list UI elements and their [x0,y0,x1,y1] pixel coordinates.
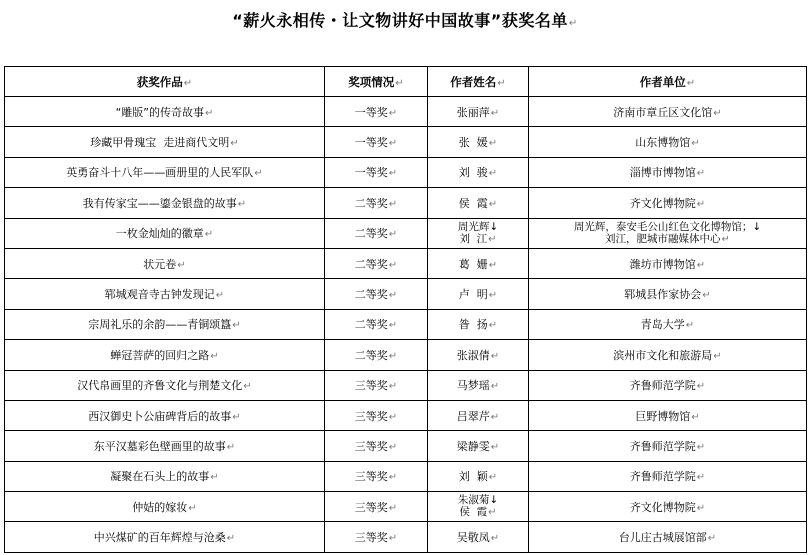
cell-award: 三等奖↵ [325,370,428,400]
cell-unit: 济南市章丘区文化馆↵ [529,97,807,127]
cell-work: 蝉冠菩萨的回归之路↵ [5,340,325,370]
cell-work: 汉代帛画里的齐鲁文化与荆楚文化↵ [5,370,325,400]
cell-award: 一等奖↵ [325,127,428,157]
table-row [5,461,807,491]
cell-work: 凝聚在石头上的故事↵ [5,461,325,491]
cell-author: 周光辉↓ 刘 江↵ [428,218,529,248]
paragraph-mark-icon: ↵ [568,18,578,29]
cell-unit: 齐鲁师范学院↵ [529,431,807,461]
cell-work: 郓城观音寺古钟发现记↵ [5,279,325,309]
award-table [4,66,807,553]
cell-author: 侯 霞↵ [428,188,529,218]
cell-unit: 滨州市文化和旅游局↵ [529,340,807,370]
table-row [5,340,807,370]
title-text: “薪火永相传・让文物讲好中国故事”获奖名单 [232,11,568,30]
cell-unit: 淄博市博物馆↵ [529,157,807,187]
cell-unit: 台儿庄古城展馆部↵ [529,522,807,552]
cell-award: 二等奖↵ [325,309,428,339]
cell-unit: 潍坊市博物馆↵ [529,248,807,278]
cell-work: 珍藏甲骨瑰宝 走进商代文明↵ [5,127,325,157]
cell-author: 刘 颖↵ [428,461,529,491]
header-author: 作者姓名↵ [428,67,529,97]
cell-work: 宗周礼乐的余韵——青铜颂簋↵ [5,309,325,339]
cell-award: 二等奖↵ [325,340,428,370]
table-row [5,431,807,461]
cell-award: 二等奖↵ [325,279,428,309]
cell-author: 卢 明↵ [428,279,529,309]
cell-award: 三等奖↵ [325,492,428,522]
header-unit: 作者单位↵ [529,67,807,97]
cell-author: 朱淑菊↓ 侯 霞↵ [428,492,529,522]
header-work: 获奖作品↵ [5,67,325,97]
cell-author: 昝 扬↵ [428,309,529,339]
cell-author: 刘 骏↵ [428,157,529,187]
table-row [5,97,807,127]
cell-unit: 齐鲁师范学院↵ [529,461,807,491]
cell-author: 张丽萍↵ [428,97,529,127]
cell-unit: 齐鲁师范学院↵ [529,370,807,400]
cell-unit: 山东博物馆↵ [529,127,807,157]
cell-unit: 齐文化博物院↵ [529,188,807,218]
table-row [5,522,807,552]
header-award: 奖项情况↵ [325,67,428,97]
cell-work: 仲姞的嫁妆↵ [5,492,325,522]
table-body [5,97,807,553]
table-header-row [5,67,807,97]
table-row [5,279,807,309]
cell-award: 一等奖↵ [325,157,428,187]
cell-work: 状元卷↵ [5,248,325,278]
table-row [5,309,807,339]
cell-author: 张 媛↵ [428,127,529,157]
cell-award: 一等奖↵ [325,97,428,127]
table-row [5,492,807,522]
cell-award: 二等奖↵ [325,188,428,218]
cell-unit: 郓城县作家协会↵ [529,279,807,309]
cell-unit: 青岛大学↵ [529,309,807,339]
cell-unit: 巨野博物馆↵ [529,400,807,430]
cell-award: 三等奖↵ [325,522,428,552]
cell-author: 吴敬凤↵ [428,522,529,552]
table-row [5,157,807,187]
cell-work: “雕版”的传奇故事↵ [5,97,325,127]
cell-unit: 周光辉，泰安毛公山红色文化博物馆；↓ 刘江，肥城市融媒体中心↵ [529,218,807,248]
cell-award: 三等奖↵ [325,431,428,461]
cell-award: 二等奖↵ [325,248,428,278]
cell-author: 张淑倩↵ [428,340,529,370]
table-row [5,248,807,278]
cell-work: 中兴煤矿的百年辉煌与沧桑↵ [5,522,325,552]
cell-work: 我有传家宝——鎏金银盘的故事↵ [5,188,325,218]
cell-work: 东平汉墓彩色壁画里的故事↵ [5,431,325,461]
cell-work: 一枚金灿灿的徽章↵ [5,218,325,248]
cell-work: 西汉御史卜公庙碑背后的故事↵ [5,400,325,430]
table-row [5,127,807,157]
cell-work: 英勇奋斗十八年——画册里的人民军队↵ [5,157,325,187]
cell-award: 三等奖↵ [325,400,428,430]
table-row [5,188,807,218]
table-row [5,400,807,430]
cell-award: 二等奖↵ [325,218,428,248]
page-title [0,8,810,31]
cell-author: 葛 姗↵ [428,248,529,278]
cell-author: 马梦瑶↵ [428,370,529,400]
table-row [5,370,807,400]
cell-unit: 齐文化博物院↵ [529,492,807,522]
cell-author: 梁静雯↵ [428,431,529,461]
table-row [5,218,807,248]
cell-author: 吕翠芹↵ [428,400,529,430]
cell-award: 三等奖↵ [325,461,428,491]
